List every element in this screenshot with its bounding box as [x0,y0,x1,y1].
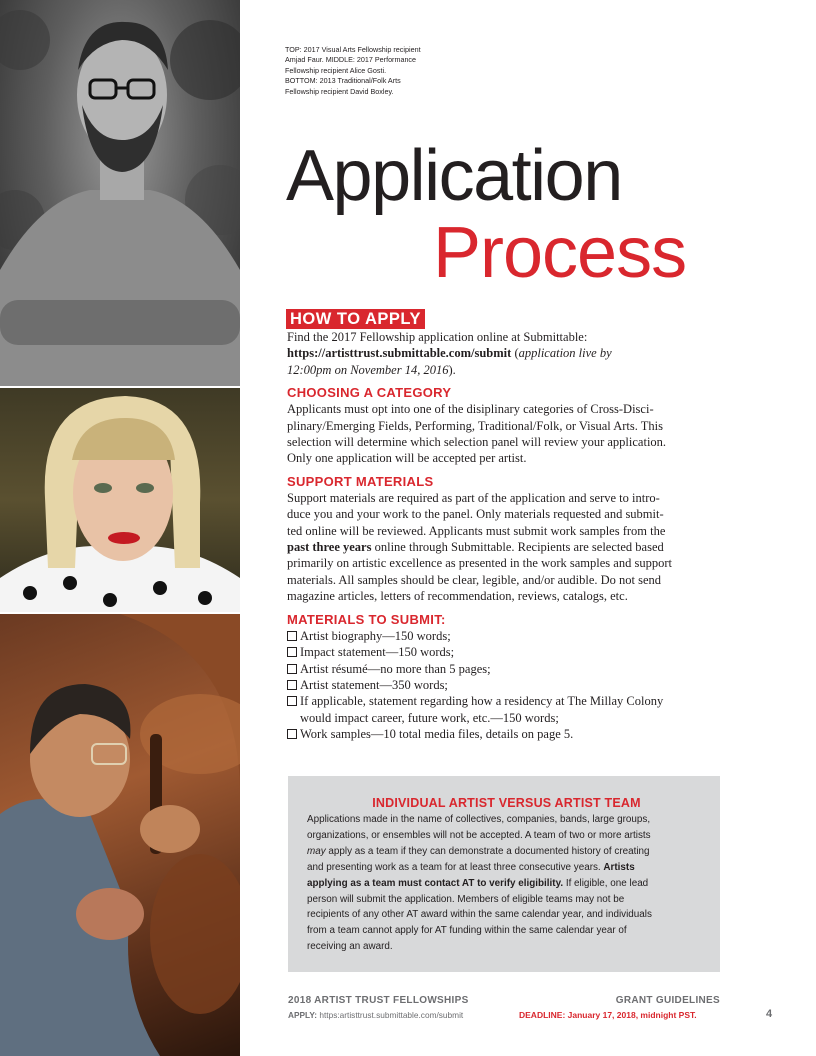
text-line: and presenting work as a team for at least three consecutive years. [307,861,604,873]
checklist-item-label: Artist statement—350 words; [300,677,448,692]
materials-checklist [287,628,722,743]
how-to-apply-text [287,329,722,378]
checkbox-icon[interactable] [287,647,297,657]
checkbox-icon[interactable] [287,664,297,674]
artist-team-heading: INDIVIDUAL ARTIST VERSUS ARTIST TEAM [372,796,641,810]
checkbox-icon[interactable] [287,696,297,706]
emphasis-text: past three years [287,540,372,555]
choosing-category-text [287,401,722,467]
text-line: receiving an award. [307,941,393,953]
text-line: materials. All samples should be clear, legible, and/or audible. Do not send [287,572,662,587]
page-title-line-2: Process [433,213,687,293]
checklist-item-label: Work samples—10 total media files, details on page 5. [300,727,574,742]
artist-team-box [288,776,720,972]
photo-caption [285,45,455,97]
main-content [287,309,722,743]
submittable-link[interactable]: https://artisttrust.submittable.com/submit [287,346,512,361]
text-line: plinary/Emerging Fields, Performing, Traditional/Folk, or Visual Arts. This [287,418,663,433]
text-line: organizations, or ensembles will not be accepted. A team of two or more artists [307,829,651,841]
footer-apply [288,1010,463,1020]
page-number: 4 [766,1008,773,1020]
choosing-category-heading: CHOOSING A CATEGORY [287,385,452,401]
checklist-item-label: If applicable, statement regarding how a residency at The Millay Colony [300,694,664,709]
text-line: recipients of any other AT award within the same calendar year, and individuals [307,909,652,921]
emphasis-text: Artists [603,861,635,873]
emphasis-text: applying as a team must contact AT to verify eligibility. [307,877,564,889]
checklist-item [287,644,722,660]
footer-guidelines: GRANT GUIDELINES [615,995,720,1006]
checklist-item [287,693,722,726]
caption-line: BOTTOM: 2013 Traditional/Folk Arts [285,76,401,86]
page-title-line-1: Application [286,136,622,216]
how-to-apply-intro: Find the 2017 Fellowship application online at Submittable: [287,330,588,344]
footer-deadline: DEADLINE: January 17, 2018, midnight PST. [519,1010,697,1020]
footer-apply-link[interactable]: https:artisttrust.submittable.com/submit [319,1010,464,1020]
footer-apply-label: APPLY: [288,1010,320,1020]
text-line: from a team cannot apply for AT funding within the same calendar year of [307,925,627,937]
checklist-item [287,677,722,693]
caption-line: Fellowship recipient David Boxley. [285,86,394,96]
paren: ( [511,346,519,361]
checkbox-icon[interactable] [287,729,297,739]
text-line: selection will determine which selection panel will review your application. [287,435,667,450]
checklist-item-label: would impact career, future work, etc.—150 words; [300,710,559,725]
checkbox-icon[interactable] [287,631,297,641]
photo-david-boxley [0,614,240,1056]
checklist-item [287,628,722,644]
application-live-note: application live by [518,346,612,361]
text-line: person will submit the application. Members of eligible teams may not be [307,893,625,905]
text-line: ted online will be reviewed. Applicants must submit work samples from the [287,523,666,538]
text-line: magazine articles, letters of recommendation, reviews, catalogs, etc. [287,589,628,604]
text-line: Applications made in the name of collectives, companies, bands, large groups, [307,814,651,825]
photo-alice-gosti [0,388,240,612]
checkbox-icon[interactable] [287,680,297,690]
footer-title: 2018 ARTIST TRUST FELLOWSHIPS [288,995,469,1006]
how-to-apply-heading: HOW TO APPLY [286,309,425,329]
checklist-item-label: Artist biography—150 words; [300,628,451,643]
checklist-item-label: Artist résumé—no more than 5 pages; [300,661,491,676]
photo-column [0,0,240,1056]
materials-to-submit-heading: MATERIALS TO SUBMIT: [287,611,446,627]
paren: ). [448,362,456,377]
emphasis-text: may [307,845,326,857]
text-line: primarily on artistic excellence as presented in the work samples and support [287,556,672,571]
checklist-item [287,661,722,677]
support-materials-text [287,490,722,605]
artist-team-text [307,812,706,955]
caption-line: Fellowship recipient Alice Gosti. [285,65,387,75]
checklist-item [287,726,722,742]
checklist-item-label: Impact statement—150 words; [300,645,455,660]
text-line: Support materials are required as part of the application and serve to intro- [287,490,660,505]
text-line: apply as a team if they can demonstrate a documented history of creating [325,845,650,857]
photo-amjad-faur [0,0,240,386]
text-line: Applicants must opt into one of the disiplinary categories of Cross-Disci- [287,402,654,417]
text-line: Only one application will be accepted per artist. [287,451,527,466]
text-line: online through Submittable. Recipients are selected based [371,540,664,555]
text-line: If eligible, one lead [563,877,649,889]
caption-line: Amjad Faur. MIDDLE: 2017 Performance [285,55,417,65]
support-materials-heading: SUPPORT MATERIALS [287,473,434,489]
application-live-date: 12:00pm on November 14, 2016 [287,362,449,377]
text-line: duce you and your work to the panel. Only materials requested and submit- [287,507,664,522]
caption-line: TOP: 2017 Visual Arts Fellowship recipient [285,45,421,54]
